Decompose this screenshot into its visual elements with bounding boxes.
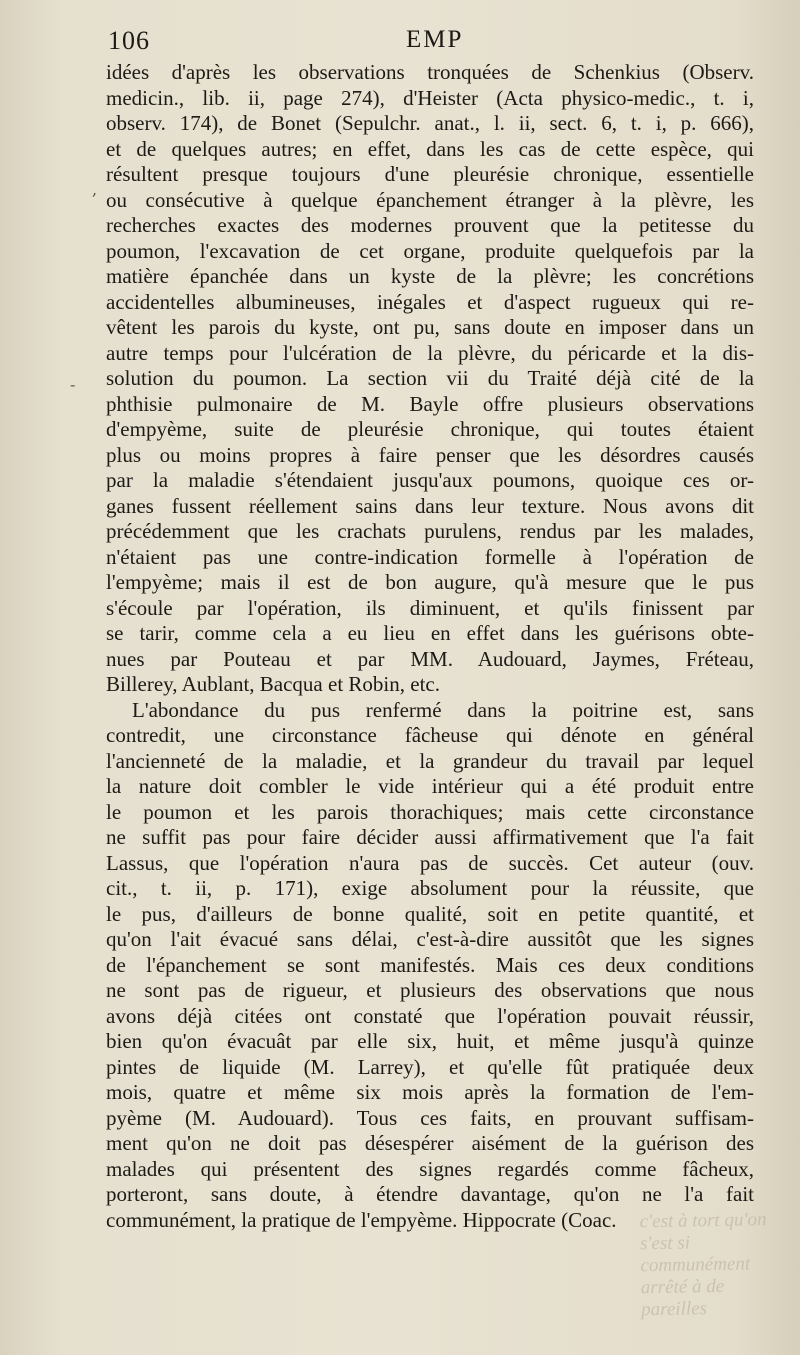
text-line: avons déjà citées ont constaté que l'opération pouvait réussir, bbox=[106, 1003, 754, 1028]
text-line: porteront, sans doute, à étendre davantage, qu'on ne l'a fait bbox=[106, 1182, 754, 1206]
text-line: de l'épanchement se sont manifestés. Mais ces deux conditions bbox=[106, 952, 754, 977]
text-line: Lassus, que l'opération n'aura pas de succès. Cet auteur (ouv. bbox=[106, 850, 754, 875]
running-head: EMP bbox=[406, 26, 464, 53]
text-line: pyème (M. Audouard). Tous ces faits, en prouvant suffisam- bbox=[106, 1105, 754, 1130]
text-line: le pus, d'ailleurs de bonne qualité, soit en petite quantité, et bbox=[106, 901, 754, 926]
text-line: précédemment que les crachats purulens, rendus par les malades, bbox=[106, 519, 754, 543]
bleed-through-text: c'est à tort qu'on s'est si communément arrêté à de pareilles bbox=[639, 1209, 767, 1321]
text-line: pintes de liquide (M. Larrey), et qu'elle fût pratiquée deux bbox=[106, 1054, 754, 1079]
text-line: cit., t. ii, p. 171), exige absolument pour la réussite, que bbox=[106, 876, 754, 900]
text-line: contredit, une circonstance fâcheuse qui dénote en général bbox=[106, 723, 754, 747]
text-line: qu'on l'ait évacué sans délai, c'est-à-dire aussitôt que les signes bbox=[106, 927, 754, 951]
text-line: vêtent les parois du kyste, ont pu, sans doute en imposer dans un bbox=[106, 315, 754, 339]
text-line: et de quelques autres; en effet, dans les cas de cette espèce, qui bbox=[106, 136, 754, 161]
page-header bbox=[108, 26, 753, 58]
margin-mark: - bbox=[70, 375, 76, 394]
text-line: medicin., lib. ii, page 274), d'Heister (Acta physico-medic., t. i, bbox=[106, 85, 754, 110]
text-line: se tarir, comme cela a eu lieu en effet dans les guérisons obte- bbox=[106, 621, 754, 645]
text-line: ganes fussent réellement sains dans leur texture. Nous avons dit bbox=[106, 493, 754, 518]
text-line: communément, la pratique de l'empyème. Hippocrate (Coac. bbox=[106, 1207, 617, 1232]
page-number: 106 bbox=[108, 26, 150, 55]
text-line: ment qu'on ne doit pas désespérer aisément de la guérison des bbox=[106, 1131, 754, 1155]
text-line: idées d'après les observations tronquées de Schenkius (Observ. bbox=[106, 60, 754, 84]
text-line: ou consécutive à quelque épanchement étranger à la plèvre, les bbox=[106, 187, 754, 212]
text-line: bien qu'on évacuât par elle six, huit, et même jusqu'à quinze bbox=[106, 1029, 754, 1053]
text-line: phthisie pulmonaire de M. Bayle offre plusieurs observations bbox=[106, 391, 754, 416]
text-line: d'empyème, suite de pleurésie chronique, qui toutes étaient bbox=[106, 417, 754, 441]
body-text bbox=[106, 60, 754, 1233]
text-line: nues par Pouteau et par MM. Audouard, Jaymes, Fréteau, bbox=[106, 646, 754, 671]
text-line: par la maladie s'étendaient jusqu'aux poumons, quoique ces or- bbox=[106, 468, 754, 492]
text-line: résultent presque toujours d'une pleurésie chronique, essentielle bbox=[106, 162, 754, 186]
text-line: accidentelles albumineuses, inégales et d'aspect rugueux qui re- bbox=[106, 289, 754, 314]
text-line: la nature doit combler le vide intérieur qui a été produit entre bbox=[106, 774, 754, 798]
text-line: malades qui présentent des signes regardés comme fâcheux, bbox=[106, 1156, 754, 1181]
paragraph-start-line: L'abondance du pus renfermé dans la poitrine est, sans bbox=[132, 697, 754, 722]
text-line: l'empyème; mais il est de bon augure, qu'à mesure que le pus bbox=[106, 570, 754, 594]
text-line: solution du poumon. La section vii du Traité déjà cité de la bbox=[106, 366, 754, 390]
text-line: mois, quatre et même six mois après la formation de l'em- bbox=[106, 1080, 754, 1104]
text-line: le poumon et les parois thorachiques; mais cette circonstance bbox=[106, 799, 754, 824]
text-line: plus ou moins propres à faire penser que les désordres causés bbox=[106, 442, 754, 467]
text-line: ne suffit pas pour faire décider aussi affirmativement que l'a fait bbox=[106, 825, 754, 849]
text-line: recherches exactes des modernes prouvent que la petitesse du bbox=[106, 213, 754, 237]
text-line: autre temps pour l'ulcération de la plèvre, du péricarde et la dis- bbox=[106, 340, 754, 365]
text-line: n'étaient pas une contre-indication formelle à l'opération de bbox=[106, 544, 754, 569]
text-line: matière épanchée dans un kyste de la plèvre; les concrétions bbox=[106, 264, 754, 288]
paragraph-end-line: Billerey, Aublant, Bacqua et Robin, etc. bbox=[106, 672, 440, 696]
text-line: poumon, l'excavation de cet organe, produite quelquefois par la bbox=[106, 238, 754, 263]
text-line: l'ancienneté de la maladie, et la grandeur du travail par lequel bbox=[106, 748, 754, 773]
margin-mark: , bbox=[92, 180, 98, 199]
text-line: s'écoule par l'opération, ils diminuent, et qu'ils finissent par bbox=[106, 595, 754, 620]
text-line: observ. 174), de Bonet (Sepulchr. anat., l. ii, sect. 6, t. i, p. 666), bbox=[106, 111, 754, 135]
text-line: ne sont pas de rigueur, et plusieurs des observations que nous bbox=[106, 978, 754, 1002]
